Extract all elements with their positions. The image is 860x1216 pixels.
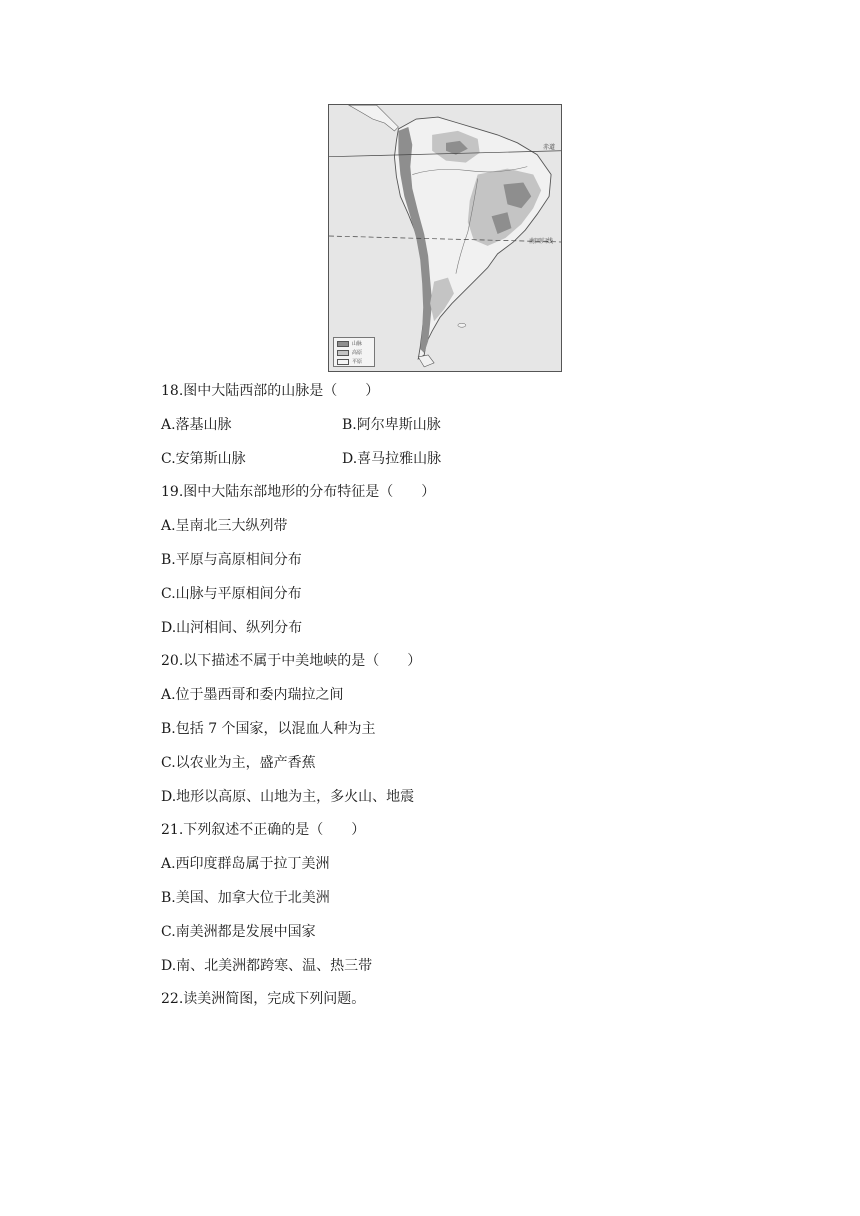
question-20-option-b: B.包括 7 个国家，以混血人种为主 (161, 721, 376, 737)
question-19-option-a: A.呈南北三大纵列带 (161, 518, 288, 534)
equator-label: 赤道 (543, 144, 556, 151)
question-21-option-d: D.南、北美洲都跨寒、温、热三带 (161, 958, 373, 974)
question-18-option-c: C.安第斯山脉 (161, 451, 246, 467)
legend-item-plateau (337, 350, 362, 356)
question-18-option-d: D.喜马拉雅山脉 (342, 451, 442, 467)
question-21-option-b: B.美国、加拿大位于北美洲 (161, 890, 330, 906)
legend-item-plain (337, 359, 362, 365)
legend-label-plateau: 高原 (352, 349, 363, 356)
legend-label-plain: 平原 (352, 358, 363, 365)
question-19-option-c: C.山脉与平原相间分布 (161, 586, 302, 602)
map-legend (333, 337, 375, 367)
question-20-option-d: D.地形以高原、山地为主，多火山、地震 (161, 789, 415, 805)
legend-swatch-plateau (337, 350, 349, 356)
tropic-of-capricorn-label: 南回归线 (529, 238, 554, 245)
question-18-stem: 18.图中大陆西部的山脉是（ ） (161, 383, 380, 399)
question-19-stem: 19.图中大陆东部地形的分布特征是（ ） (161, 484, 436, 500)
question-21-option-a: A.西印度群岛属于拉丁美洲 (161, 856, 330, 872)
question-18-option-b: B.阿尔卑斯山脉 (342, 417, 441, 433)
question-21-option-c: C.南美洲都是发展中国家 (161, 924, 316, 940)
question-20-option-c: C.以农业为主，盛产香蕉 (161, 755, 316, 771)
map-graphic (329, 105, 561, 371)
question-19-option-d: D.山河相间、纵列分布 (161, 620, 303, 636)
legend-swatch-plain (337, 359, 349, 365)
question-20-stem: 20.以下描述不属于中美地峡的是（ ） (161, 653, 422, 669)
legend-label-mountains: 山脉 (352, 340, 363, 347)
south-america-map (328, 104, 562, 372)
question-21-stem: 21.下列叙述不正确的是（ ） (161, 822, 366, 838)
legend-item-mountains (337, 341, 362, 347)
legend-swatch-mountains (337, 341, 349, 347)
question-18-option-a: A.落基山脉 (161, 417, 232, 433)
question-20-option-a: A.位于墨西哥和委内瑞拉之间 (161, 687, 344, 703)
question-22-stem: 22.读美洲简图，完成下列问题。 (161, 991, 366, 1007)
question-19-option-b: B.平原与高原相间分布 (161, 552, 302, 568)
